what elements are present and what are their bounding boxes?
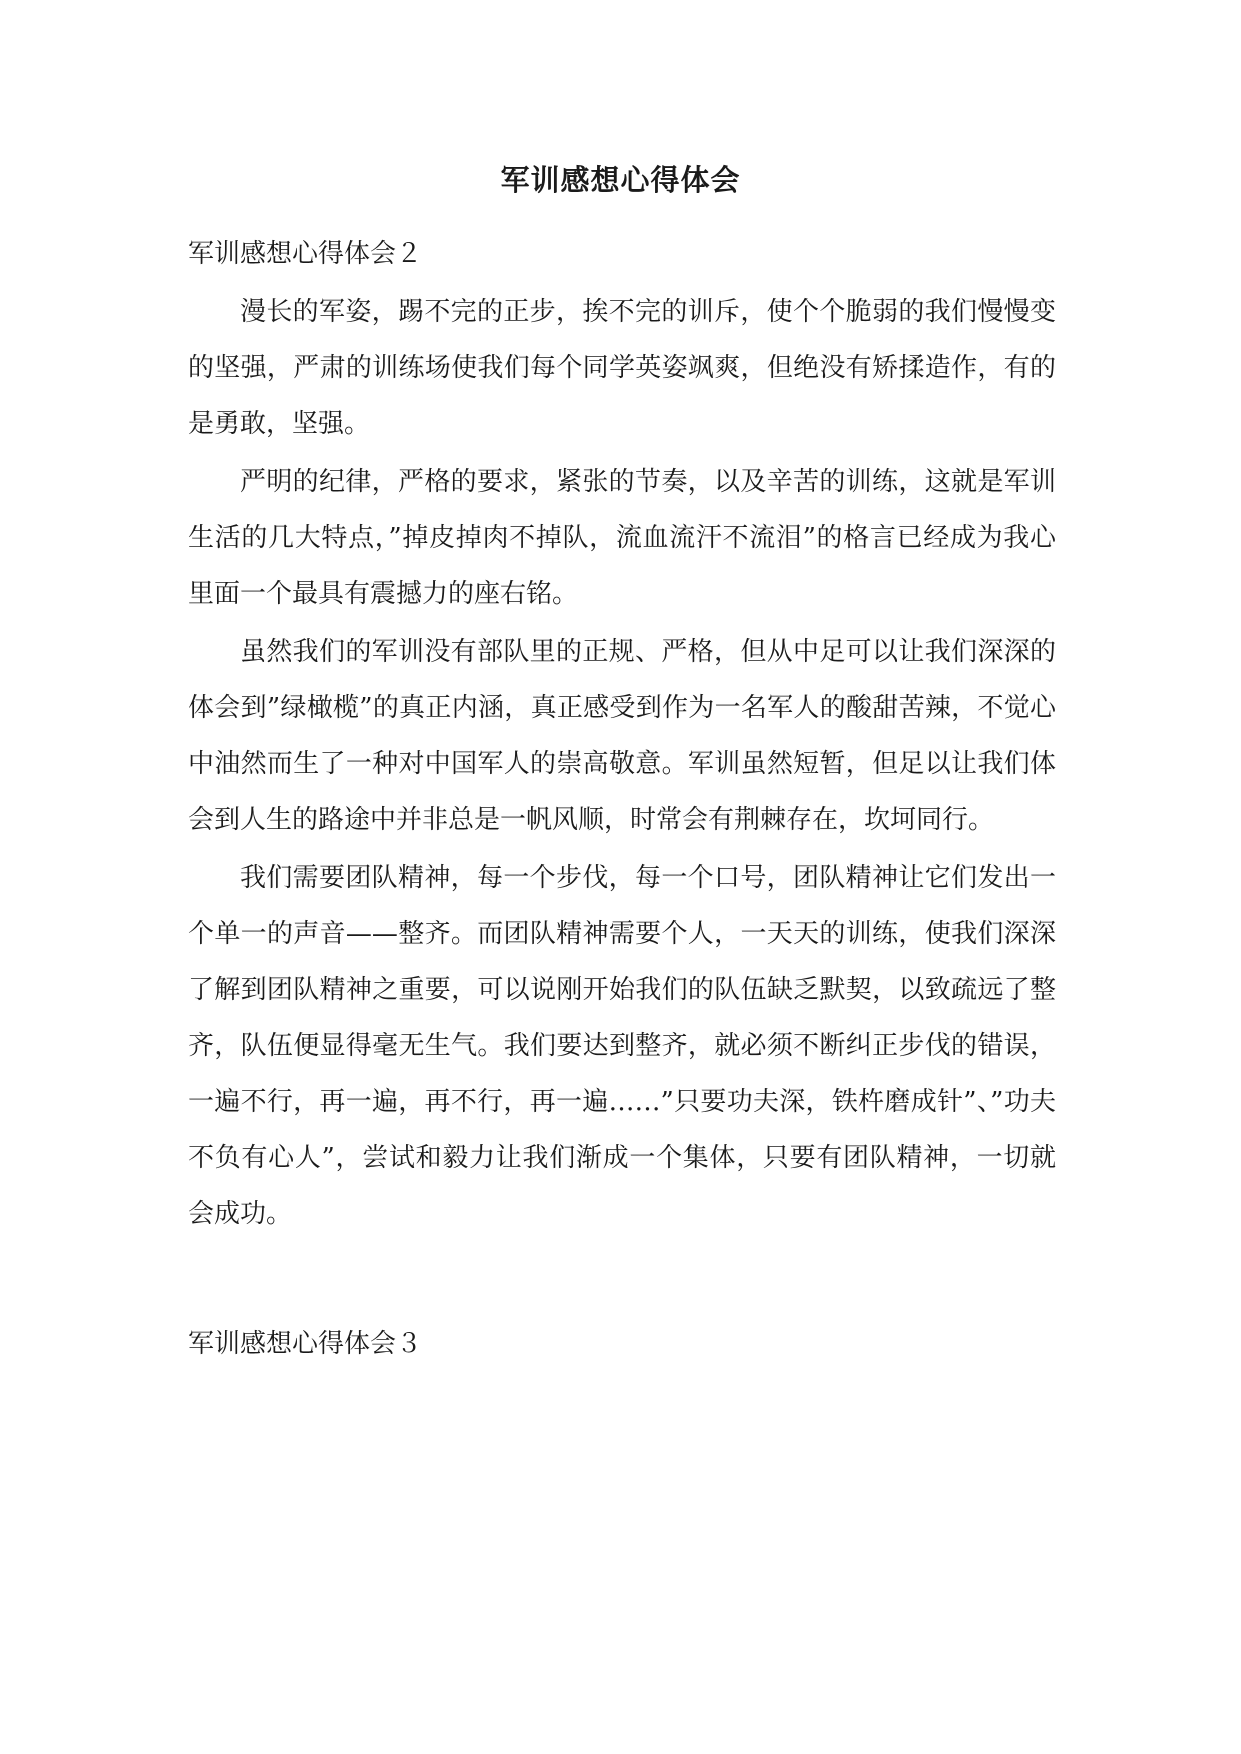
section-heading-3: 军训感想心得体会３ (188, 1329, 423, 1359)
paragraph-3: 虽然我们的军训没有部队里的正规、严格，但从中足可以让我们深深的体会到”绿橄榄”的真正内涵，真正感受到作为一名军人的酸甜苦辣，不觉心中油然而生了一种对中国军人的崇高敬意。军训虽然短暂，但足以让我们体会到人生的路途中并非总是一帆风顺，时常会有荆棘存在，坎坷同行。 (188, 637, 1056, 835)
document-title: 军训感想心得体会 (500, 163, 741, 197)
paragraph-1: 漫长的军姿，踢不完的正步，挨不完的训斥，使个个脆弱的我们慢慢变的坚强，严肃的训练场使我们每个同学英姿飒爽，但绝没有矫揉造作，有的是勇敢，坚强。 (188, 297, 1056, 439)
paragraph-4: 我们需要团队精神，每一个步伐，每一个口号，团队精神让它们发出一个单一的声音——整齐。而团队精神需要个人，一天天的训练，使我们深深了解到团队精神之重要，可以说刚开始我们的队伍缺乏默契，以致疏远了整齐，队伍便显得毫无生气。我们要达到整齐，就必须不断纠正步伐的错误，一遍不行，再一遍，再不行，再一遍……”只要功夫深，铁杵磨成针”、”功夫不负有心人”，尝试和毅力让我们渐成一个集体，只要有团队精神，一切就会成功。 (188, 863, 1056, 1229)
section-spacer (188, 1242, 1056, 1316)
paragraph-2: 严明的纪律，严格的要求，紧张的节奏，以及辛苦的训练，这就是军训生活的几大特点，”掉皮掉肉不掉队，流血流汗不流泪”的格言已经成为我心里面一个最具有震撼力的座右铭。 (188, 467, 1056, 609)
section-heading-2: 军训感想心得体会２ (188, 239, 423, 269)
document-body (188, 226, 1056, 1372)
